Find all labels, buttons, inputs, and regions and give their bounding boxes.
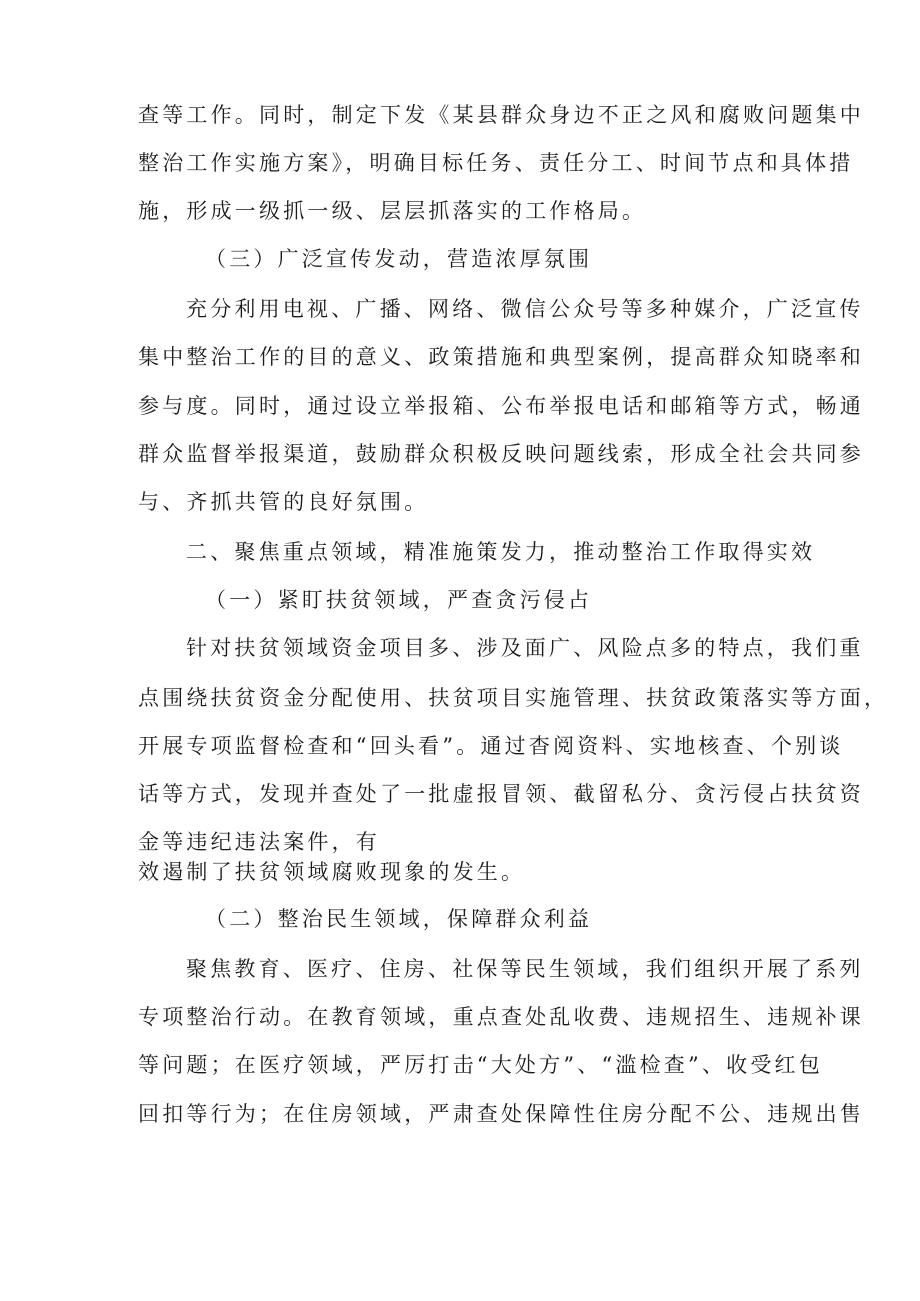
paragraph-line: 效遏制了扶贫领域腐败现象的发生。 (138, 860, 526, 884)
paragraph-line: 专项整治行动。在教育领域，重点查处乱收费、违规招生、违规补课 (138, 1005, 864, 1029)
paragraph-line: 充分利用电视、广播、网络、微信公众号等多种媒介，广泛宣传 (186, 297, 864, 321)
paragraph-line: 回扣等行为；在住房领域，严肃查处保障性住房分配不公、违规出售 (138, 1102, 864, 1126)
section-heading-2: 二、聚焦重点领域，精准施策发力，推动整治工作取得实效 (186, 540, 816, 564)
paragraph-line: 参与度。同时，通过设立举报箱、公布举报电话和邮箱等方式，畅通 (138, 394, 864, 418)
paragraph-line: 施，形成一级抓一级、层层抓落实的工作格局。 (138, 199, 647, 223)
paragraph-line: 金等违纪违法案件，有 (138, 830, 380, 854)
paragraph-line: 开展专项监督检查和“回头看”。通过杳阅资料、实地核查、个别谈 (138, 734, 844, 758)
paragraph-line: 聚焦教育、医疗、住房、社保等民生领域，我们组织开展了系列 (186, 957, 864, 981)
paragraph-line: 与、齐抓共管的良好氛围。 (138, 490, 429, 514)
paragraph-line: 查等工作。同时，制定下发《某县群众身边不正之风和腐败问题集中 (138, 103, 864, 127)
paragraph-line: 话等方式，发现并查处了一批虚报冒领、截留私分、贪污侵占扶贫资 (138, 782, 864, 806)
paragraph-line: 点围绕扶贫资金分配使用、扶贫项目实施管理、扶贫政策落实等方面， (138, 686, 889, 710)
subsection-heading-3: （三）广泛宣传发动，营造浓厚氛围 (205, 247, 593, 271)
paragraph-line: 集中整治工作的目的意义、政策措施和典型案例，提高群众知晓率和 (138, 345, 864, 369)
paragraph-line: 等问题；在医疗领域，严厉打击“大处方”、“滥检查”、收受红包 (138, 1053, 823, 1077)
subsection-heading-2: （二）整治民生领域，保障群众利益 (205, 907, 593, 931)
paragraph-line: 整治工作实施方案》，明确目标任务、责任分工、时间节点和具体措 (138, 151, 854, 175)
subsection-heading-1: （一）紧盯扶贫领域，严查贪污侵占 (205, 588, 593, 612)
paragraph-line: 针对扶贫领域资金项目多、涉及面广、风险点多的特点，我们重 (186, 636, 864, 660)
paragraph-line: 群众监督举报渠道，鼓励群众积极反映问题线索，形成全社会共同参 (138, 442, 864, 466)
